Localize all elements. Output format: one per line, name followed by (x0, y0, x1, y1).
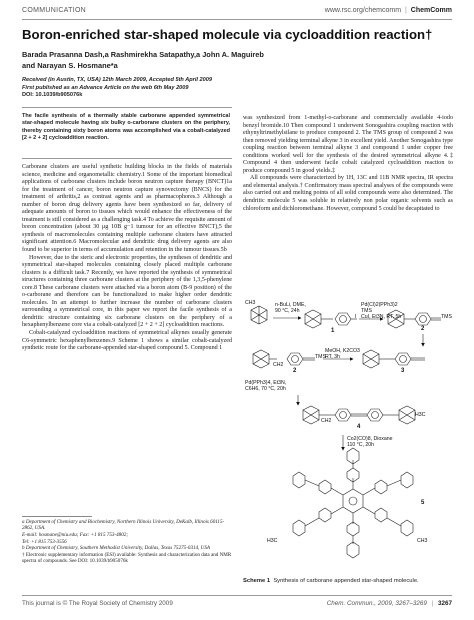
carborane-cage-icon (363, 350, 379, 368)
page-number: 3267 (437, 600, 452, 607)
paragraph: was synthesized from 1-methyl-o-carborane and commercially available 4-iodo benzyl bromide.10 Then compound 1 underwent Sonogashira coupling reaction with ethynyltrimethylsilane to produce compound 2. The TMS group of compound 2 was then removed yielding terminal alkyne 3 in excellent yield. Another Sonogashira type coupling reaction between terminal alkyne 3 and compound 1 under copper free conditions worked well for the synthesis of the desired symmetrical alkyne 4.‡ Compound 4 then underwent facile cobalt catalyzed cycloaddition reaction to produce compound 5 in good yields.‡ (243, 115, 453, 174)
body-column-right (243, 115, 453, 213)
meta-rule (22, 107, 232, 108)
footer-citation-block (327, 600, 452, 607)
benzene-ring-icon (287, 353, 303, 365)
tms-label: TMS (441, 314, 452, 320)
header-separator: | (404, 7, 407, 14)
carborane-cage-icon (305, 310, 321, 328)
carborane-cage-icon (251, 306, 267, 324)
paragraph: Carborane clusters are useful synthetic building blocks in the fields of materials science, medicine and organometallic chemistry.1 Some of the important biomedical applications of carborane clusters include boron neutron capture therapy (BNCT)1a for the treatment of cancer, boron neutron capture synovectomy (BNCS) for the treatment of arthritis,2 as contrast agents and as pharmacophores.3 Although a number of boron drug delivery agents have been synthesized so far, delivery of adequate amounts of boron to tissues which would enhance the effectiveness of the treatment is still considered as a challenging task.4 To achieve the requisite amount of boron concentration (about 30 μg 10B g−1 tumour for an effective BNCT),5 the synthesis of macromolecules containing multiple carborane clusters have attracted significant attention.6 Macromolecular and dendritic drug delivery agents are also found to be superior in terms of accumulation and retention in the tumour tissues.5b (22, 164, 232, 254)
carborane-cage-icon (399, 406, 415, 424)
scheme-1-figure (243, 300, 455, 580)
hexaphenylbenzene-core-icon (343, 489, 363, 513)
footnote-esi: † Electronic supplementary information (ESI) available: Synthesis and characterization data and NMR spectra of compounds. See DOI: 10.1039/b905076k (22, 552, 232, 565)
scheme-reagents-step-1: n-BuLi, DME, 90 °C, 24h (275, 302, 306, 314)
journal-header (325, 7, 452, 14)
footnote-email[interactable]: E-mail: hosmane@niu.edu; Fax: +1 815 753-4802; (22, 531, 129, 538)
compound-number: 3 (401, 368, 405, 374)
citation: Chem. Commun., 2009, 3267–3269 (326, 600, 427, 607)
copyright: This journal is © The Royal Society of Chemistry 2009 (22, 600, 173, 607)
doi-line[interactable]: DOI: 10.1039/b905076k (22, 92, 83, 99)
first-published-line: First published as an Advance Article on the web 6th May 2009 (22, 84, 189, 91)
article-meta (22, 77, 232, 100)
peripheral-arms (293, 448, 413, 558)
carborane-cage-icon (303, 406, 319, 424)
header-rule (22, 19, 452, 20)
compound-number: 4 (357, 424, 361, 430)
footnote-rule (22, 516, 92, 517)
footer-rule (22, 595, 452, 596)
benzene-ring-icon (335, 409, 351, 421)
received-line: Received (in Austin, TX, USA) 12th March 2009, Accepted 5th April 2009 (22, 77, 212, 83)
methyl-label: CH3 (245, 300, 256, 306)
carborane-cage-icon (253, 350, 269, 368)
compound-number: 2 (293, 368, 297, 374)
h3c-label: H3C (267, 538, 278, 544)
ch3-label: CH3 (417, 538, 428, 544)
benzene-ring-icon (367, 409, 383, 421)
abstract-rule (22, 158, 232, 159)
compound-number: 5 (421, 500, 425, 506)
article-title: Boron-enriched star-shaped molecule via cycloaddition reaction† (22, 27, 433, 42)
iodo-label: I (355, 314, 357, 320)
journal-url[interactable]: www.rsc.org/chemcomm (324, 7, 402, 14)
ch2-label: CH2 (321, 418, 332, 424)
footnote-tel: Tel: +1 815 753-3556 (22, 538, 67, 545)
section-label: COMMUNICATION (22, 7, 87, 14)
footer-separator: | (431, 600, 434, 607)
page-header (22, 7, 452, 17)
abstract: The facile synthesis of a thermally stable carborane appended symmetrical star-shaped molecule having six bulky o-carborane clusters on the periphery, thereby containing sixty boron atoms was accomplished via a cobalt-catalyzed [2 + 2 + 2] cycloaddition reaction. (22, 113, 230, 142)
scheme-caption (243, 578, 455, 584)
ch2-label: CH2 (273, 362, 284, 368)
body-column-left (22, 164, 232, 353)
benzene-ring-icon (395, 353, 411, 365)
journal-name: ChemComm (410, 7, 452, 14)
author-line-1: Barada Prasanna Dash,a Rashmirekha Satapathy,a John A. Maguireb (22, 50, 264, 59)
footnote-affiliation-b: b Department of Chemistry, Southern Methodist University, Dallas, Texas 75275-0314, USA (22, 545, 210, 552)
caption-text: Synthesis of carborane appended star-shaped molecule. (273, 578, 419, 584)
tms-label: TMS (315, 354, 326, 360)
page-footer (22, 600, 452, 610)
h3c-label: H3C (415, 412, 426, 418)
author-list (22, 49, 452, 71)
caption-label: Scheme 1 (243, 578, 271, 584)
paragraph: All compounds were characterized by 1H, 13C and 11B NMR spectra, IR spectra and elemental analysis.† Confirmatory mass spectral analyses of the compounds were also carried out and melting points of all solid compounds were also determined. The dendritic molecule 5 was soluble in relatively non polar organic solvents such as chloroform and dichloromethane. However, compound 5 could be decapitated to (243, 175, 453, 212)
benzene-ring-icon (415, 313, 431, 325)
paragraph: Cobalt-catalyzed cycloaddition reactions of symmetrical alkynes usually generate C6-symmetric hexaphenylbenzenes.9 Scheme 1 shows a similar cobalt-catalyzed synthetic route for the carborane-appended star-shaped compound 5. Compound 1 (22, 330, 232, 352)
author-line-2: and Narayan S. Hosmane*a (22, 61, 118, 70)
scheme-reagents-step-5: Co2(CO)8, Dioxane 110 °C, 20h (347, 436, 393, 448)
scheme-reagents-step-2: Pd(Cl)2(PPh3)2 TMS CuI, Et3N, RT, 5h (361, 302, 402, 320)
scheme-reagents-step-3: MeOH, K2CO3 RT, 3h (325, 348, 360, 360)
benzene-ring-icon (335, 313, 351, 325)
footnotes (22, 519, 232, 565)
scheme-reagents-step-4: Pd(PPh3)4, Et3N, C6H6, 70 °C, 20h (245, 380, 287, 392)
compound-number: 1 (331, 328, 335, 334)
compound-number: 2 (421, 326, 425, 332)
footnote-affiliation-a: a Department of Chemistry and Biochemistry, Northern Illinois University, DeKalb, Illinois 60115-2862, USA. (22, 519, 225, 532)
paragraph: However, due to the steric and electronic properties, the syntheses of dendritic and symmetrical star-shaped molecules containing closely placed multiple carborane clusters is a difficult task.7 Recently, we have reported the synthesis of symmetrical structures containing three carborane clusters at the periphery of the 1,3,5-phenylene core.8 These carborane clusters were attached via a boron atom (B-9 position) of the o-carborane and therefore can be functionalized to make higher order dendritic molecules. In an attempt to further increase the number of carborane clusters surrounding a symmetrical core, in this paper we report the facile synthesis of a dendritic structure containing six carborane clusters on the periphery of a hexaphenylbenzene core via a cobalt-catalyzed [2 + 2 + 2] cycloaddition reactions. (22, 254, 232, 329)
